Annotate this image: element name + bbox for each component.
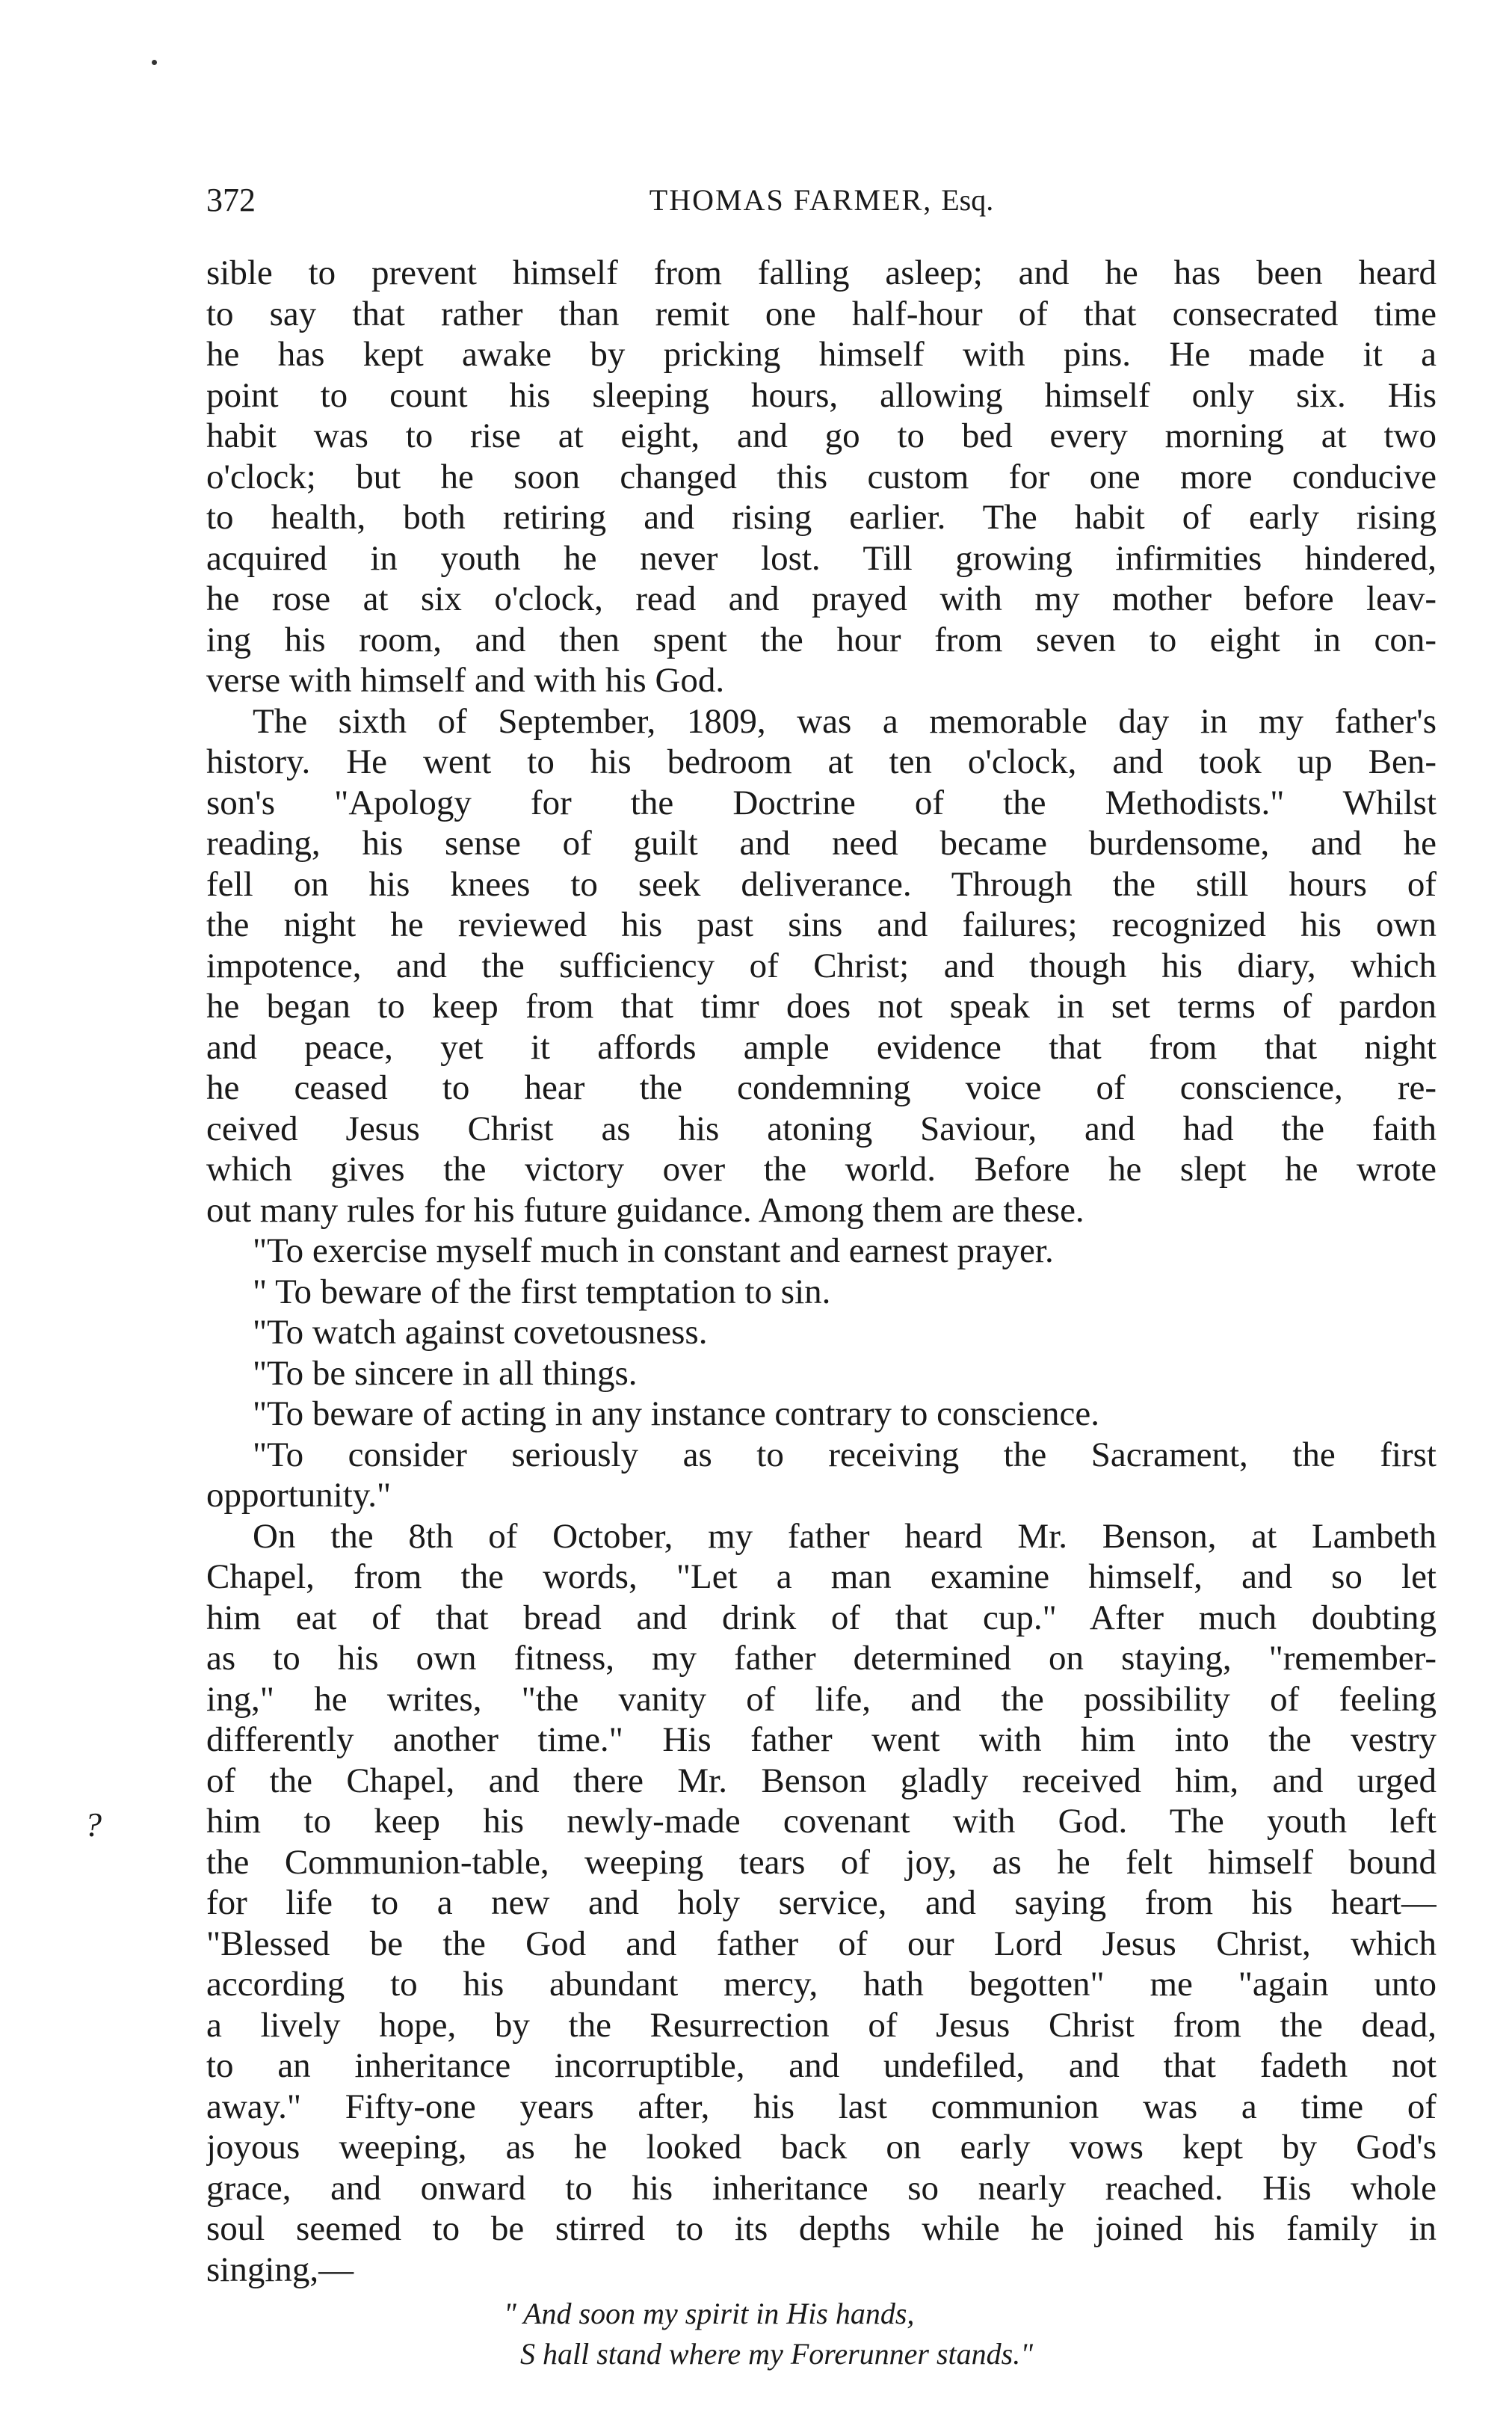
text-line: The sixth of September, 1809, was a memorable day in my father's bbox=[253, 701, 1437, 741]
text-line: he began to keep from that timr does not speak in set terms of pardon bbox=[206, 987, 1437, 1026]
text-line: away." Fifty-one years after, his last communion was a time of bbox=[206, 2087, 1437, 2126]
text-line: "To beware of acting in any instance contrary to conscience. bbox=[253, 1394, 1099, 1433]
text-line: son's "Apology for the Doctrine of the Methodists." Whilst bbox=[206, 783, 1437, 822]
page-header bbox=[206, 178, 1437, 223]
text-line: he ceased to hear the condemning voice of conscience, re- bbox=[206, 1068, 1437, 1107]
text-line: ing his room, and then spent the hour from seven to eight in con- bbox=[206, 620, 1437, 659]
text-line: differently another time." His father went with him into the vestry bbox=[206, 1720, 1437, 1759]
body-text bbox=[206, 253, 1437, 2290]
running-head-suffix: Esq. bbox=[941, 183, 994, 217]
text-line: which gives the victory over the world. Before he slept he wrote bbox=[206, 1150, 1437, 1189]
text-line: history. He went to his bedroom at ten o'clock, and took up Ben- bbox=[206, 742, 1437, 781]
text-line: a lively hope, by the Resurrection of Jesus Christ from the dead, bbox=[206, 2005, 1437, 2045]
text-line: grace, and onward to his inheritance so nearly reached. His whole bbox=[206, 2168, 1437, 2208]
text-line: according to his abundant mercy, hath begotten" me "again unto bbox=[206, 1965, 1437, 2004]
text-line: "To be sincere in all things. bbox=[253, 1353, 638, 1393]
text-line: verse with himself and with his God. bbox=[206, 661, 725, 700]
text-line: the Communion-table, weeping tears of joy, as he felt himself bound bbox=[206, 1842, 1437, 1882]
text-line: out many rules for his future guidance. Among them are these. bbox=[206, 1190, 1084, 1230]
text-line: of the Chapel, and there Mr. Benson gladly received him, and urged bbox=[206, 1761, 1437, 1800]
text-line: he rose at six o'clock, read and prayed with my mother before leav- bbox=[206, 579, 1437, 618]
text-line: "Blessed be the God and father of our Lord Jesus Christ, which bbox=[206, 1924, 1437, 1963]
text-line: him to keep his newly-made covenant with God. The youth left bbox=[206, 1802, 1437, 1841]
text-line: "To exercise myself much in constant and earnest prayer. bbox=[253, 1231, 1054, 1270]
verse-line: " And soon my spirit in His hands, bbox=[504, 2297, 915, 2330]
running-head-title: THOMAS FARMER, bbox=[649, 183, 933, 217]
text-line: On the 8th of October, my father heard Mr. Benson, at Lambeth bbox=[253, 1516, 1437, 1556]
text-line: point to count his sleeping hours, allowing himself only six. His bbox=[206, 375, 1437, 415]
page-number: 372 bbox=[206, 182, 256, 218]
text-line: as to his own fitness, my father determined on staying, "remember- bbox=[206, 1639, 1437, 1678]
text-line: o'clock; but he soon changed this custom for one more conducive bbox=[206, 457, 1437, 496]
verse-line: S hall stand where my Forerunner stands." bbox=[520, 2337, 1034, 2371]
text-line: reading, his sense of guilt and need became burdensome, and he bbox=[206, 824, 1437, 863]
text-line: ceived Jesus Christ as his atoning Saviour, and had the faith bbox=[206, 1109, 1437, 1148]
text-line: sible to prevent himself from falling asleep; and he has been heard bbox=[206, 253, 1437, 292]
text-line: "To watch against covetousness. bbox=[253, 1313, 708, 1352]
text-line: impotence, and the sufficiency of Christ; and though his diary, which bbox=[206, 946, 1437, 985]
margin-mark: ? bbox=[84, 1805, 102, 1844]
text-line: Chapel, from the words, "Let a man examine himself, and so let bbox=[206, 1557, 1437, 1596]
text-line: to say that rather than remit one half-hour of that consecrated time bbox=[206, 294, 1437, 333]
text-line: the night he reviewed his past sins and failures; recognized his own bbox=[206, 905, 1437, 944]
text-line: singing,— bbox=[206, 2250, 354, 2289]
text-line: acquired in youth he never lost. Till growing infirmities hindered, bbox=[206, 538, 1437, 578]
text-line: " To beware of the first temptation to sin. bbox=[253, 1272, 831, 1311]
text-line: him eat of that bread and drink of that cup." After much doubting bbox=[206, 1598, 1437, 1637]
ink-speck bbox=[152, 60, 157, 65]
verse-quotation bbox=[206, 2294, 1437, 2374]
text-line: joyous weeping, as he looked back on early vows kept by God's bbox=[206, 2128, 1437, 2167]
text-line: soul seemed to be stirred to its depths while he joined his family in bbox=[206, 2209, 1437, 2248]
text-line: ing," he writes, "the vanity of life, and the possibility of feeling bbox=[206, 1679, 1437, 1719]
text-line: opportunity." bbox=[206, 1476, 392, 1515]
text-line: to an inheritance incorruptible, and undefiled, and that fadeth not bbox=[206, 2046, 1437, 2085]
running-head bbox=[206, 178, 1437, 223]
text-line: to health, both retiring and rising earlier. The habit of early rising bbox=[206, 498, 1437, 537]
text-line: "To consider seriously as to receiving the Sacrament, the first bbox=[253, 1435, 1437, 1474]
text-line: for life to a new and holy service, and saying from his heart— bbox=[206, 1883, 1437, 1922]
text-line: and peace, yet it affords ample evidence that from that night bbox=[206, 1027, 1437, 1067]
text-line: habit was to rise at eight, and go to bed every morning at two bbox=[206, 416, 1437, 455]
text-line: fell on his knees to seek deliverance. Through the still hours of bbox=[206, 864, 1437, 904]
text-line: he has kept awake by pricking himself with pins. He made it a bbox=[206, 335, 1437, 374]
